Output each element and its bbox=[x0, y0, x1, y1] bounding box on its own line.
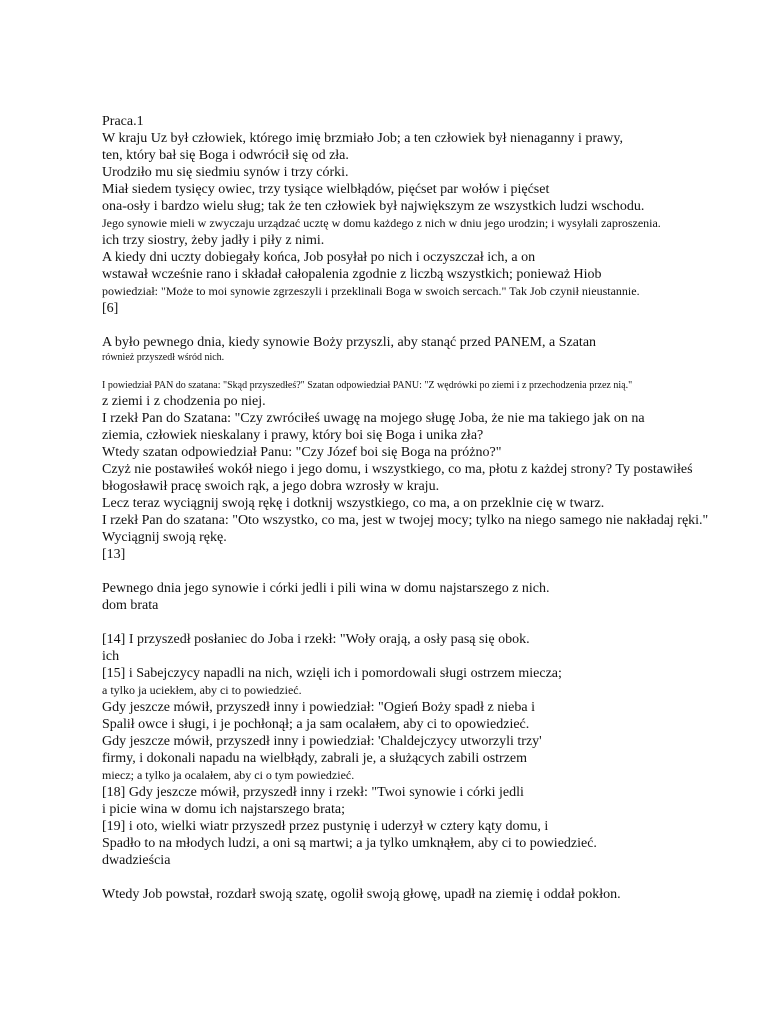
text-line: Spadło to na młodych ludzi, a oni są martwi; a ja tylko umknąłem, aby ci to powiedzieć. bbox=[102, 836, 597, 851]
text-line: [15] i Sabejczycy napadli na nich, wzięli ich i pomordowali sługi ostrzem miecza; bbox=[102, 666, 562, 681]
text-line: Wyciągnij swoją rękę. bbox=[102, 530, 227, 545]
text-line: Miał siedem tysięcy owiec, trzy tysiące wielbłądów, pięćset par wołów i pięćset bbox=[102, 182, 550, 197]
text-line: wstawał wcześnie rano i składał całopalenia zgodnie z liczbą wszystkich; ponieważ Hiob bbox=[102, 267, 602, 282]
text-line: ich trzy siostry, żeby jadły i piły z nimi. bbox=[102, 233, 325, 248]
text-line: Lecz teraz wyciągnij swoją rękę i dotknij wszystkiego, co ma, a on przeklnie cię w twarz. bbox=[102, 496, 605, 511]
text-line: Spalił owce i sługi, i je pochłonął; a ja sam ocalałem, aby ci to opowiedzieć. bbox=[102, 717, 530, 732]
text-line: Wtedy szatan odpowiedział Panu: "Czy Józef boi się Boga na próżno?" bbox=[102, 445, 502, 460]
paragraph-gap bbox=[102, 869, 742, 886]
paragraph-gap bbox=[102, 563, 742, 580]
text-line: A było pewnego dnia, kiedy synowie Boży przyszli, aby stanąć przed PANEM, a Szatan bbox=[102, 335, 597, 350]
document-text bbox=[102, 113, 742, 903]
text-line: dwadzieścia bbox=[102, 853, 171, 868]
text-line: ona-osły i bardzo wielu sług; tak że ten człowiek był największym ze wszystkich ludzi wschodu. bbox=[102, 199, 645, 214]
text-line: Czyż nie postawiłeś wokół niego i jego domu, i wszystkiego, co ma, płotu z każdej strony? Ty postawiłeś bbox=[102, 462, 693, 477]
verse-marker: [13] bbox=[102, 547, 126, 562]
text-line: Wtedy Job powstał, rozdarł swoją szatę, ogolił swoją głowę, upadł na ziemię i oddał pokłon. bbox=[102, 887, 621, 902]
text-line: dom brata bbox=[102, 598, 159, 613]
text-line: z ziemi i z chodzenia po niej. bbox=[102, 394, 266, 409]
text-line: Gdy jeszcze mówił, przyszedł inny i powiedział: 'Chaldejczycy utworzyli trzy' bbox=[102, 734, 542, 749]
text-line: a tylko ja uciekłem, aby ci to powiedzieć. bbox=[102, 683, 302, 697]
text-line: Pewnego dnia jego synowie i córki jedli i pili wina w domu najstarszego z nich. bbox=[102, 581, 550, 596]
paragraph-gap bbox=[102, 614, 742, 631]
text-line: i picie wina w domu ich najstarszego brata; bbox=[102, 802, 345, 817]
text-line: powiedział: "Może to moi synowie zgrzeszyli i przeklinali Boga w swoich sercach." Tak Job czynił nieustannie. bbox=[102, 284, 640, 298]
verse-marker: [6] bbox=[102, 301, 119, 316]
text-line: I powiedział PAN do szatana: "Skąd przyszedłeś?" Szatan odpowiedział PANU: "Z wędrówki po ziemi i z przechodzenia przez nią." bbox=[102, 380, 633, 391]
text-line: Urodziło mu się siedmiu synów i trzy córki. bbox=[102, 165, 349, 180]
text-line: również przyszedł wśród nich. bbox=[102, 352, 225, 363]
text-line: A kiedy dni uczty dobiegały końca, Job posyłał po nich i oczyszczał ich, a on bbox=[102, 250, 536, 265]
text-line: firmy, i dokonali napadu na wielbłądy, zabrali je, a służących zabili ostrzem bbox=[102, 751, 528, 766]
text-line: I rzekł Pan do szatana: "Oto wszystko, co ma, jest w twojej mocy; tylko na niego samego nie nakładaj ręki." bbox=[102, 513, 709, 528]
text-line: Praca.1 bbox=[102, 114, 144, 129]
text-line: Gdy jeszcze mówił, przyszedł inny i powiedział: "Ogień Boży spadł z nieba i bbox=[102, 700, 535, 715]
text-line: ziemia, człowiek nieskalany i prawy, który boi się Boga i unika zła? bbox=[102, 428, 484, 443]
text-line: I rzekł Pan do Szatana: "Czy zwróciłeś uwagę na mojego sługę Joba, że nie ma takiego jak on na bbox=[102, 411, 645, 426]
text-line: ten, który bał się Boga i odwrócił się od zła. bbox=[102, 148, 349, 163]
paragraph-gap bbox=[102, 317, 742, 334]
text-line: W kraju Uz był człowiek, którego imię brzmiało Job; a ten człowiek był nienaganny i prawy, bbox=[102, 131, 623, 146]
text-line: ich bbox=[102, 649, 120, 664]
text-line: [14] I przyszedł posłaniec do Joba i rzekł: "Woły orają, a osły pasą się obok. bbox=[102, 632, 530, 647]
paragraph-gap bbox=[102, 365, 742, 379]
text-line: miecz; a tylko ja ocalałem, aby ci o tym powiedzieć. bbox=[102, 768, 355, 782]
text-line: [19] i oto, wielki wiatr przyszedł przez pustynię i uderzył w cztery kąty domu, i bbox=[102, 819, 549, 834]
text-line: błogosławił pracę swoich rąk, a jego dobra wzrosły w kraju. bbox=[102, 479, 440, 494]
text-line: Jego synowie mieli w zwyczaju urządzać ucztę w domu każdego z nich w dniu jego urodzin; i wysyłali zaproszenia. bbox=[102, 216, 661, 230]
text-line: [18] Gdy jeszcze mówił, przyszedł inny i rzekł: "Twoi synowie i córki jedli bbox=[102, 785, 524, 800]
